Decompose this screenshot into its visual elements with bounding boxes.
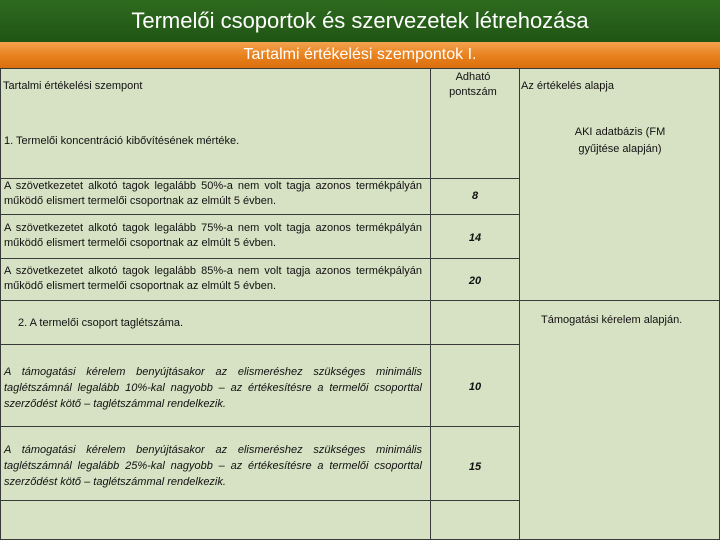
criterion-text: A támogatási kérelem benyújtásakor az elismeréshez szükséges minimális taglétszámnál legalább 25%-kal nagyobb – az értékesítésre a termelői csoporttal szerződést kötő – taglétszámmal rendelkezik. bbox=[4, 444, 422, 488]
section-title-membership: 2. A termelői csoport taglétszáma. bbox=[18, 317, 184, 329]
column-header-points: Adható pontszám bbox=[449, 71, 497, 98]
criterion-points: 14 bbox=[468, 232, 482, 244]
table-rule bbox=[0, 258, 520, 259]
table-rule bbox=[0, 426, 520, 427]
page-title: Termelői csoportok és szervezetek létrehozása bbox=[131, 8, 589, 33]
criterion-points: 8 bbox=[471, 190, 479, 202]
section-title-concentration: 1. Termelői koncentráció kibővítésének mértéke. bbox=[4, 135, 240, 147]
section-basis-membership: Támogatási kérelem alapján. bbox=[541, 314, 683, 326]
table-rule bbox=[0, 68, 1, 540]
criterion-text: A szövetkezetet alkotó tagok legalább 75%-a nem volt tagja azonos termékpályán működő elismert termelői csoportnak az elmúlt 5 évben. bbox=[4, 222, 422, 249]
column-header-basis: Az értékelés alapja bbox=[521, 80, 614, 92]
title-bar bbox=[0, 0, 720, 46]
table-rule bbox=[430, 68, 431, 540]
table-rule bbox=[519, 68, 520, 540]
criterion-points: 15 bbox=[468, 461, 482, 473]
table-rule bbox=[0, 344, 520, 345]
table-rule bbox=[0, 214, 520, 215]
criterion-text: A szövetkezetet alkotó tagok legalább 50%-a nem volt tagja azonos termékpályán működő elismert termelői csoportnak az elmúlt 5 évben. bbox=[4, 180, 422, 207]
criterion-points: 10 bbox=[468, 381, 482, 393]
table-rule bbox=[0, 500, 520, 501]
table-rule bbox=[0, 68, 720, 69]
column-header-criterion: Tartalmi értékelési szempont bbox=[3, 80, 143, 92]
subtitle-bar bbox=[0, 42, 720, 68]
page-subtitle: Tartalmi értékelési szempontok I. bbox=[243, 46, 477, 63]
table-rule bbox=[0, 300, 720, 301]
criterion-points: 20 bbox=[468, 275, 482, 287]
criterion-text: A támogatási kérelem benyújtásakor az elismeréshez szükséges minimális taglétszámnál legalább 10%-kal nagyobb – az értékesítésre a termelői csoporttal szerződést kötő – taglétszámmal rendelkezik. bbox=[4, 366, 422, 410]
criterion-text: A szövetkezetet alkotó tagok legalább 85%-a nem volt tagja azonos termékpályán működő elismert termelői csoportnak az elmúlt 5 évben. bbox=[4, 265, 422, 292]
section-basis-concentration: AKI adatbázis (FM gyűjtése alapján) bbox=[574, 126, 666, 155]
